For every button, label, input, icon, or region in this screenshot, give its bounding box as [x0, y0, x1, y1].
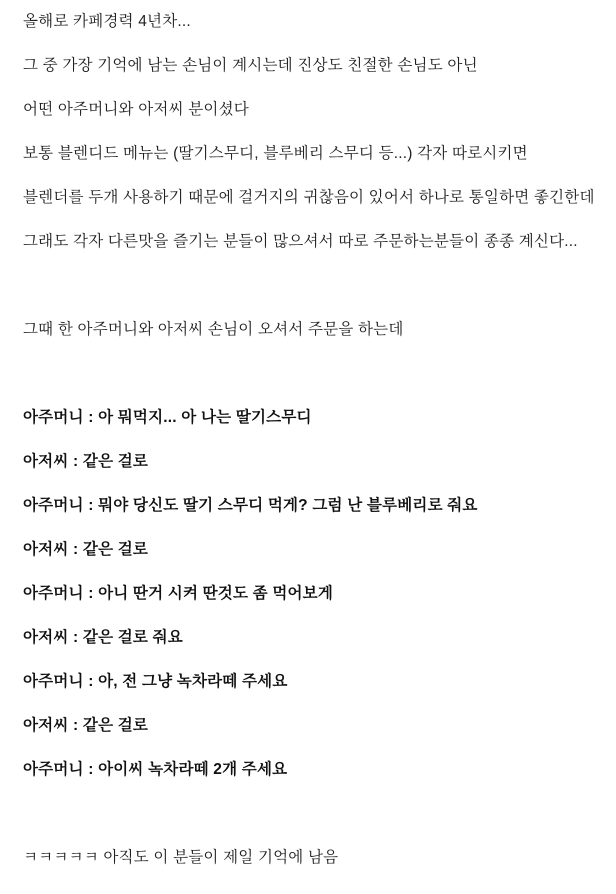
text-line: 아주머니 : 아니 딴거 시켜 딴것도 좀 먹어보게: [23, 585, 334, 602]
text-line: 아저씨 : 같은 걸로 줘요: [23, 629, 183, 646]
text-line: 아주머니 : 아, 전 그냥 녹차라떼 주세요: [23, 673, 288, 690]
text-line: 블렌더를 두개 사용하기 때문에 걸거지의 귀찮음이 있어서 하나로 통일하면 좋긴한데: [23, 189, 595, 206]
text-line: 어떤 아주머니와 아저씨 분이셨다: [23, 101, 249, 118]
text-line: 아주머니 : 뭐야 당신도 딸기 스무디 먹게? 그럼 난 블루베리로 줘요: [23, 497, 478, 514]
blank-line: [23, 363, 616, 385]
text-line: 아저씨 : 같은 걸로: [23, 541, 149, 558]
text-line: 아주머니 : 아이씨 녹차라떼 2개 주세요: [23, 761, 288, 778]
text-line: 보통 블렌디드 메뉴는 (딸기스무디, 블루베리 스무디 등...) 각자 따로시키면: [23, 145, 528, 162]
text-line: 그래도 각자 다른맛을 즐기는 분들이 많으셔서 따로 주문하는분들이 종종 계신다...: [23, 233, 578, 250]
text-line: 올해로 카페경력 4년차...: [23, 13, 191, 30]
text-line: 아주머니 : 아 뭐먹지... 아 나는 딸기스무디: [23, 409, 312, 426]
blank-line: [23, 803, 616, 825]
text-line: 아저씨 : 같은 걸로: [23, 717, 149, 734]
text-line: 그때 한 아주머니와 아저씨 손님이 오셔서 주문을 하는데: [23, 321, 404, 338]
blank-line: [23, 275, 616, 297]
text-line: 아저씨 : 같은 걸로: [23, 453, 149, 470]
text-line: 그 중 가장 기억에 남는 손님이 계시는데 진상도 친절한 손님도 아닌: [23, 57, 478, 74]
text-line: ㅋㅋㅋㅋㅋ 아직도 이 분들이 제일 기억에 남음: [23, 849, 339, 866]
